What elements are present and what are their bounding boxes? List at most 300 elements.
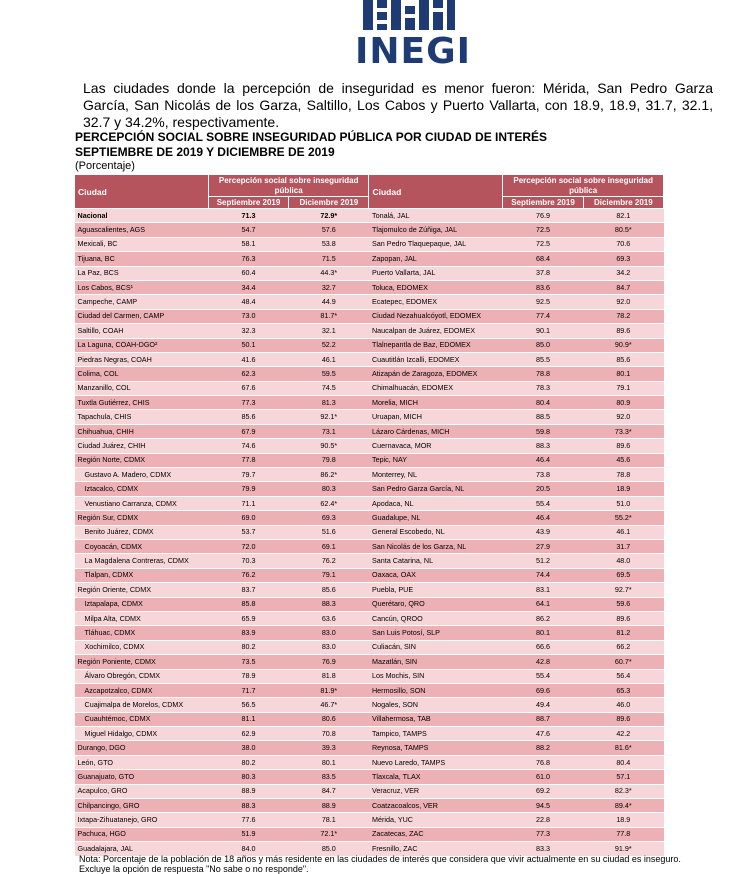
- cell-dic-left: 81.7*: [289, 309, 369, 323]
- cell-city-left: Región Poniente, CDMX: [75, 655, 209, 669]
- cell-city-left: Durango, DGO: [75, 741, 209, 755]
- cell-dic-right: 66.2: [583, 640, 663, 654]
- cell-dic-right: 73.3*: [583, 424, 663, 438]
- cell-city-left: Pachuca, HGO: [75, 827, 209, 841]
- header-city-right: Ciudad: [369, 175, 503, 209]
- cell-dic-right: 78.8: [583, 468, 663, 482]
- cell-dic-right: 31.7: [583, 539, 663, 553]
- cell-sep-left: 71.3: [208, 209, 288, 223]
- cell-dic-right: 55.2*: [583, 511, 663, 525]
- cell-dic-right: 65.3: [583, 683, 663, 697]
- table-row: [75, 496, 664, 510]
- cell-dic-right: 90.9*: [583, 338, 663, 352]
- cell-sep-left: 34.4: [208, 280, 288, 294]
- cell-city-right: Monterrey, NL: [369, 468, 503, 482]
- cell-dic-left: 57.6: [289, 223, 369, 237]
- table-row: [75, 669, 664, 683]
- table-row: [75, 237, 664, 251]
- header-group-right: Percepción social sobre inseguridad pública: [503, 175, 664, 197]
- cell-city-right: Culiacán, SIN: [369, 640, 503, 654]
- cell-sep-left: 74.6: [208, 439, 288, 453]
- cell-dic-right: 80.9: [583, 396, 663, 410]
- table-period: SEPTIEMBRE DE 2019 Y DICIEMBRE DE 2019: [75, 145, 335, 159]
- cell-sep-right: 69.2: [503, 784, 583, 798]
- cell-sep-right: 69.6: [503, 683, 583, 697]
- cell-sep-right: 85.0: [503, 338, 583, 352]
- cell-city-right: Morelia, MICH: [369, 396, 503, 410]
- cell-dic-right: 69.5: [583, 568, 663, 582]
- cell-city-right: Reynosa, TAMPS: [369, 741, 503, 755]
- cell-sep-right: 72.5: [503, 223, 583, 237]
- cell-city-right: Chimalhuacán, EDOMEX: [369, 381, 503, 395]
- cell-dic-right: 80.4: [583, 755, 663, 769]
- cell-sep-left: 56.5: [208, 698, 288, 712]
- cell-dic-left: 81.3: [289, 396, 369, 410]
- cell-dic-left: 72.1*: [289, 827, 369, 841]
- table-row: [75, 367, 664, 381]
- cell-sep-right: 80.1: [503, 626, 583, 640]
- cell-dic-right: 51.0: [583, 496, 663, 510]
- cell-sep-left: 88.9: [208, 784, 288, 798]
- cell-dic-left: 51.6: [289, 525, 369, 539]
- cell-dic-left: 76.2: [289, 554, 369, 568]
- cell-city-left: Ciudad Juárez, CHIH: [75, 439, 209, 453]
- cell-sep-right: 83.1: [503, 583, 583, 597]
- cell-dic-left: 83.0: [289, 640, 369, 654]
- cell-sep-left: 79.9: [208, 482, 288, 496]
- cell-city-left: Colima, COL: [75, 367, 209, 381]
- cell-city-left: Campeche, CAMP: [75, 295, 209, 309]
- cell-dic-right: 42.2: [583, 727, 663, 741]
- cell-dic-right: 89.6: [583, 712, 663, 726]
- table-row: [75, 539, 664, 553]
- cell-city-left: Ciudad del Carmen, CAMP: [75, 309, 209, 323]
- cell-city-right: Fresnillo, ZAC: [369, 842, 503, 856]
- cell-dic-right: 91.9*: [583, 842, 663, 856]
- cell-dic-right: 77.8: [583, 827, 663, 841]
- cell-city-left: Coyoacán, CDMX: [75, 539, 209, 553]
- cell-dic-right: 48.0: [583, 554, 663, 568]
- cell-dic-right: 89.6: [583, 439, 663, 453]
- cell-dic-right: 46.0: [583, 698, 663, 712]
- cell-city-left: Álvaro Obregón, CDMX: [75, 669, 209, 683]
- cell-city-left: Región Oriente, CDMX: [75, 583, 209, 597]
- cell-city-left: Azcapotzalco, CDMX: [75, 683, 209, 697]
- cell-dic-right: 69.3: [583, 252, 663, 266]
- cell-dic-right: 79.1: [583, 381, 663, 395]
- cell-sep-right: 61.0: [503, 770, 583, 784]
- cell-city-right: Naucalpan de Juárez, EDOMEX: [369, 324, 503, 338]
- cell-sep-left: 73.5: [208, 655, 288, 669]
- cell-city-right: Nuevo Laredo, TAMPS: [369, 755, 503, 769]
- table-row: [75, 640, 664, 654]
- cell-sep-right: 83.3: [503, 842, 583, 856]
- table-row: [75, 727, 664, 741]
- table-row: [75, 396, 664, 410]
- cell-sep-left: 85.8: [208, 597, 288, 611]
- cell-dic-left: 74.5: [289, 381, 369, 395]
- cell-sep-left: 80.3: [208, 770, 288, 784]
- table-title: PERCEPCIÓN SOCIAL SOBRE INSEGURIDAD PÚBLICA POR CIUDAD DE INTERÉS: [75, 130, 548, 144]
- table-row: [75, 799, 664, 813]
- cell-dic-left: 32.7: [289, 280, 369, 294]
- cell-city-right: San Nicolás de los Garza, NL: [369, 539, 503, 553]
- cell-dic-left: 39.3: [289, 741, 369, 755]
- cell-dic-left: 70.8: [289, 727, 369, 741]
- cell-city-left: Cuajimalpa de Morelos, CDMX: [75, 698, 209, 712]
- cell-dic-left: 79.8: [289, 453, 369, 467]
- cell-sep-right: 37.8: [503, 266, 583, 280]
- cell-sep-right: 94.5: [503, 799, 583, 813]
- cell-dic-left: 88.9: [289, 799, 369, 813]
- cell-city-left: Benito Juárez, CDMX: [75, 525, 209, 539]
- table-row: [75, 266, 664, 280]
- cell-city-right: Tlalnepantla de Baz, EDOMEX: [369, 338, 503, 352]
- cell-sep-right: 88.7: [503, 712, 583, 726]
- cell-sep-left: 60.4: [208, 266, 288, 280]
- cell-city-right: Cuernavaca, MOR: [369, 439, 503, 453]
- cell-dic-left: 32.1: [289, 324, 369, 338]
- cell-sep-left: 67.9: [208, 424, 288, 438]
- cell-city-left: Iztacalco, CDMX: [75, 482, 209, 496]
- table-row: [75, 324, 664, 338]
- cell-city-right: Cancún, QROO: [369, 611, 503, 625]
- table-row: [75, 712, 664, 726]
- cell-city-right: Cuautitlán Izcalli, EDOMEX: [369, 352, 503, 366]
- cell-dic-right: 82.1: [583, 209, 663, 223]
- cell-dic-right: 70.6: [583, 237, 663, 251]
- cell-city-right: Puebla, PUE: [369, 583, 503, 597]
- cell-sep-left: 85.6: [208, 410, 288, 424]
- cell-dic-right: 89.6: [583, 324, 663, 338]
- cell-city-right: Uruapan, MICH: [369, 410, 503, 424]
- table-row: [75, 424, 664, 438]
- cell-sep-left: 32.3: [208, 324, 288, 338]
- cell-city-left: Guadalajara, JAL: [75, 842, 209, 856]
- cell-sep-right: 46.4: [503, 511, 583, 525]
- cell-sep-right: 27.9: [503, 539, 583, 553]
- cell-sep-right: 88.5: [503, 410, 583, 424]
- cell-sep-left: 80.2: [208, 640, 288, 654]
- cell-city-left: Manzanillo, COL: [75, 381, 209, 395]
- cell-city-left: Milpa Alta, CDMX: [75, 611, 209, 625]
- table-row: [75, 655, 664, 669]
- cell-sep-left: 54.7: [208, 223, 288, 237]
- header-city-left: Ciudad: [75, 175, 209, 209]
- table-row: [75, 482, 664, 496]
- logo-text: INEGI: [355, 31, 472, 72]
- cell-city-right: Guadalupe, NL: [369, 511, 503, 525]
- cell-city-left: Los Cabos, BCS¹: [75, 280, 209, 294]
- cell-sep-left: 88.3: [208, 799, 288, 813]
- cell-city-left: Piedras Negras, COAH: [75, 352, 209, 366]
- table-row: [75, 683, 664, 697]
- cell-dic-right: 57.1: [583, 770, 663, 784]
- cell-sep-left: 71.1: [208, 496, 288, 510]
- header-sep-left: Septiembre 2019: [208, 197, 288, 209]
- cell-city-left: León, GTO: [75, 755, 209, 769]
- cell-city-right: Tlajomulco de Zúñiga, JAL: [369, 223, 503, 237]
- cell-city-left: Tlalpan, CDMX: [75, 568, 209, 582]
- cell-dic-right: 34.2: [583, 266, 663, 280]
- cell-sep-left: 77.3: [208, 396, 288, 410]
- cell-sep-right: 47.6: [503, 727, 583, 741]
- cell-dic-right: 92.7*: [583, 583, 663, 597]
- inegi-logo: [355, 0, 472, 72]
- cell-city-right: Villahermosa, TAB: [369, 712, 503, 726]
- cell-sep-left: 48.4: [208, 295, 288, 309]
- cell-sep-left: 76.2: [208, 568, 288, 582]
- cell-sep-right: 43.9: [503, 525, 583, 539]
- cell-sep-left: 69.0: [208, 511, 288, 525]
- header-group-left: Percepción social sobre inseguridad pública: [208, 175, 369, 197]
- cell-dic-left: 83.0: [289, 626, 369, 640]
- table-row: [75, 755, 664, 769]
- table-row: [75, 439, 664, 453]
- cell-dic-left: 81.8: [289, 669, 369, 683]
- cell-city-left: Tapachula, CHIS: [75, 410, 209, 424]
- cell-dic-left: 71.5: [289, 252, 369, 266]
- cell-dic-right: 80.1: [583, 367, 663, 381]
- cell-dic-left: 90.5*: [289, 439, 369, 453]
- cell-dic-left: 53.8: [289, 237, 369, 251]
- cell-city-left: La Laguna, COAH-DGO²: [75, 338, 209, 352]
- table-row: [75, 209, 664, 223]
- cell-sep-right: 86.2: [503, 611, 583, 625]
- cell-sep-left: 50.1: [208, 338, 288, 352]
- cell-dic-left: 59.5: [289, 367, 369, 381]
- cell-sep-right: 42.8: [503, 655, 583, 669]
- cell-sep-left: 67.6: [208, 381, 288, 395]
- cell-city-right: Querétaro, QRO: [369, 597, 503, 611]
- table-row: [75, 511, 664, 525]
- table-row: [75, 784, 664, 798]
- cell-sep-right: 76.8: [503, 755, 583, 769]
- cell-sep-left: 77.8: [208, 453, 288, 467]
- cell-sep-right: 88.2: [503, 741, 583, 755]
- cell-city-left: Nacional: [75, 209, 209, 223]
- cell-sep-left: 71.7: [208, 683, 288, 697]
- cell-dic-left: 72.9*: [289, 209, 369, 223]
- cell-dic-left: 80.6: [289, 712, 369, 726]
- cell-dic-right: 81.6*: [583, 741, 663, 755]
- cell-city-right: Zapopan, JAL: [369, 252, 503, 266]
- cell-dic-left: 52.2: [289, 338, 369, 352]
- table-row: [75, 468, 664, 482]
- cell-city-right: Veracruz, VER: [369, 784, 503, 798]
- cell-sep-left: 38.0: [208, 741, 288, 755]
- cell-sep-left: 83.7: [208, 583, 288, 597]
- cell-city-right: Los Mochis, SIN: [369, 669, 503, 683]
- cell-sep-right: 49.4: [503, 698, 583, 712]
- cell-city-left: Acapulco, GRO: [75, 784, 209, 798]
- table-row: [75, 813, 664, 827]
- cell-sep-right: 55.4: [503, 669, 583, 683]
- header-dic-right: Diciembre 2019: [583, 197, 663, 209]
- cell-city-left: Mexicali, BC: [75, 237, 209, 251]
- table-row: [75, 352, 664, 366]
- cell-city-right: Tampico, TAMPS: [369, 727, 503, 741]
- cell-city-left: Región Sur, CDMX: [75, 511, 209, 525]
- cell-city-left: La Paz, BCS: [75, 266, 209, 280]
- cell-sep-right: 78.3: [503, 381, 583, 395]
- cell-city-left: Xochimilco, CDMX: [75, 640, 209, 654]
- cell-dic-left: 78.1: [289, 813, 369, 827]
- cell-dic-left: 83.5: [289, 770, 369, 784]
- cell-sep-right: 73.8: [503, 468, 583, 482]
- cell-sep-right: 92.5: [503, 295, 583, 309]
- table-row: [75, 381, 664, 395]
- cell-dic-right: 84.7: [583, 280, 663, 294]
- intro-paragraph: Las ciudades donde la percepción de inseguridad es menor fueron: Mérida, San Pedro Garza García, San Nicolás de los Garza, Saltillo, Los Cabos y Puerto Vallarta, con 18.9, 18.9, 31.7, 32.1, 32.7 y 34.2%, respectivamente.: [83, 80, 713, 130]
- cell-dic-right: 89.4*: [583, 799, 663, 813]
- cell-city-right: Nogales, SON: [369, 698, 503, 712]
- table-row: [75, 770, 664, 784]
- cell-sep-left: 79.7: [208, 468, 288, 482]
- cell-sep-right: 64.1: [503, 597, 583, 611]
- cell-city-left: Tuxtla Gutiérrez, CHIS: [75, 396, 209, 410]
- table-row: [75, 410, 664, 424]
- cell-dic-left: 46.1: [289, 352, 369, 366]
- cell-dic-left: 44.9: [289, 295, 369, 309]
- table-row: [75, 295, 664, 309]
- cell-city-right: Atizapán de Zaragoza, EDOMEX: [369, 367, 503, 381]
- table-row: [75, 554, 664, 568]
- cell-city-left: Venustiano Carranza, CDMX: [75, 496, 209, 510]
- cell-city-left: Ixtapa-Zihuatanejo, GRO: [75, 813, 209, 827]
- table-row: [75, 741, 664, 755]
- cell-dic-left: 73.1: [289, 424, 369, 438]
- header-sep-right: Septiembre 2019: [503, 197, 583, 209]
- table-row: [75, 568, 664, 582]
- table-row: [75, 626, 664, 640]
- cell-city-right: Mérida, YUC: [369, 813, 503, 827]
- cell-dic-right: 92.0: [583, 410, 663, 424]
- cell-city-left: La Magdalena Contreras, CDMX: [75, 554, 209, 568]
- cell-sep-left: 41.6: [208, 352, 288, 366]
- cell-dic-left: 62.4*: [289, 496, 369, 510]
- cell-sep-right: 83.6: [503, 280, 583, 294]
- cell-dic-left: 84.7: [289, 784, 369, 798]
- cell-dic-left: 69.1: [289, 539, 369, 553]
- cell-sep-right: 80.4: [503, 396, 583, 410]
- table-row: [75, 525, 664, 539]
- cell-city-right: Mazatlán, SIN: [369, 655, 503, 669]
- cell-dic-right: 59.6: [583, 597, 663, 611]
- cell-sep-left: 62.9: [208, 727, 288, 741]
- cell-dic-right: 80.5*: [583, 223, 663, 237]
- cell-city-right: Ecatepec, EDOMEX: [369, 295, 503, 309]
- cell-dic-left: 80.3: [289, 482, 369, 496]
- cell-city-left: Chihuahua, CHIH: [75, 424, 209, 438]
- cell-sep-right: 77.4: [503, 309, 583, 323]
- cell-city-left: Guanajuato, GTO: [75, 770, 209, 784]
- cell-dic-right: 82.3*: [583, 784, 663, 798]
- cell-dic-right: 85.6: [583, 352, 663, 366]
- cell-city-right: San Pedro Tlaquepaque, JAL: [369, 237, 503, 251]
- cell-dic-right: 18.9: [583, 482, 663, 496]
- cell-city-right: Tepic, NAY: [369, 453, 503, 467]
- cell-dic-left: 85.0: [289, 842, 369, 856]
- cell-city-left: Tijuana, BC: [75, 252, 209, 266]
- table-row: [75, 611, 664, 625]
- cell-city-right: Coatzacoalcos, VER: [369, 799, 503, 813]
- table-unit: (Porcentaje): [75, 160, 135, 172]
- cell-city-right: San Luis Potosí, SLP: [369, 626, 503, 640]
- cell-city-right: Puerto Vallarta, JAL: [369, 266, 503, 280]
- cell-city-right: Hermosillo, SON: [369, 683, 503, 697]
- cell-sep-left: 70.3: [208, 554, 288, 568]
- cell-city-right: Lázaro Cárdenas, MICH: [369, 424, 503, 438]
- cell-city-left: Aguascalientes, AGS: [75, 223, 209, 237]
- perception-table: [74, 174, 664, 857]
- cell-dic-right: 60.7*: [583, 655, 663, 669]
- cell-sep-left: 84.0: [208, 842, 288, 856]
- cell-dic-right: 92.0: [583, 295, 663, 309]
- cell-dic-left: 81.9*: [289, 683, 369, 697]
- cell-dic-left: 44.3*: [289, 266, 369, 280]
- table-row: [75, 223, 664, 237]
- cell-sep-right: 46.4: [503, 453, 583, 467]
- table-row: [75, 309, 664, 323]
- cell-sep-left: 53.7: [208, 525, 288, 539]
- table-body: [75, 209, 664, 857]
- cell-sep-left: 80.2: [208, 755, 288, 769]
- cell-sep-right: 76.9: [503, 209, 583, 223]
- cell-dic-right: 78.2: [583, 309, 663, 323]
- cell-sep-right: 85.5: [503, 352, 583, 366]
- cell-dic-right: 89.6: [583, 611, 663, 625]
- table-row: [75, 827, 664, 841]
- cell-sep-right: 51.2: [503, 554, 583, 568]
- cell-sep-left: 65.9: [208, 611, 288, 625]
- cell-sep-left: 76.3: [208, 252, 288, 266]
- table-row: [75, 698, 664, 712]
- cell-city-right: Ciudad Nezahualcóyotl, EDOMEX: [369, 309, 503, 323]
- cell-dic-left: 86.2*: [289, 468, 369, 482]
- cell-dic-right: 81.2: [583, 626, 663, 640]
- table-row: [75, 338, 664, 352]
- cell-city-left: Región Norte, CDMX: [75, 453, 209, 467]
- cell-dic-left: 76.9: [289, 655, 369, 669]
- cell-city-left: Iztapalapa, CDMX: [75, 597, 209, 611]
- cell-sep-left: 83.9: [208, 626, 288, 640]
- cell-sep-right: 90.1: [503, 324, 583, 338]
- cell-dic-left: 46.7*: [289, 698, 369, 712]
- cell-city-right: General Escobedo, NL: [369, 525, 503, 539]
- cell-sep-left: 72.0: [208, 539, 288, 553]
- cell-sep-left: 58.1: [208, 237, 288, 251]
- cell-sep-right: 72.5: [503, 237, 583, 251]
- table-row: [75, 252, 664, 266]
- cell-dic-right: 46.1: [583, 525, 663, 539]
- cell-city-right: Toluca, EDOMEX: [369, 280, 503, 294]
- cell-sep-left: 62.3: [208, 367, 288, 381]
- cell-sep-right: 20.5: [503, 482, 583, 496]
- cell-dic-left: 88.3: [289, 597, 369, 611]
- cell-dic-left: 92.1*: [289, 410, 369, 424]
- cell-sep-right: 59.8: [503, 424, 583, 438]
- cell-sep-right: 55.4: [503, 496, 583, 510]
- cell-city-left: Gustavo A. Madero, CDMX: [75, 468, 209, 482]
- cell-city-right: San Pedro Garza García, NL: [369, 482, 503, 496]
- cell-dic-left: 79.1: [289, 568, 369, 582]
- cell-city-right: Tlaxcala, TLAX: [369, 770, 503, 784]
- table-row: [75, 583, 664, 597]
- cell-city-left: Tláhuac, CDMX: [75, 626, 209, 640]
- cell-sep-right: 88.3: [503, 439, 583, 453]
- cell-sep-right: 66.6: [503, 640, 583, 654]
